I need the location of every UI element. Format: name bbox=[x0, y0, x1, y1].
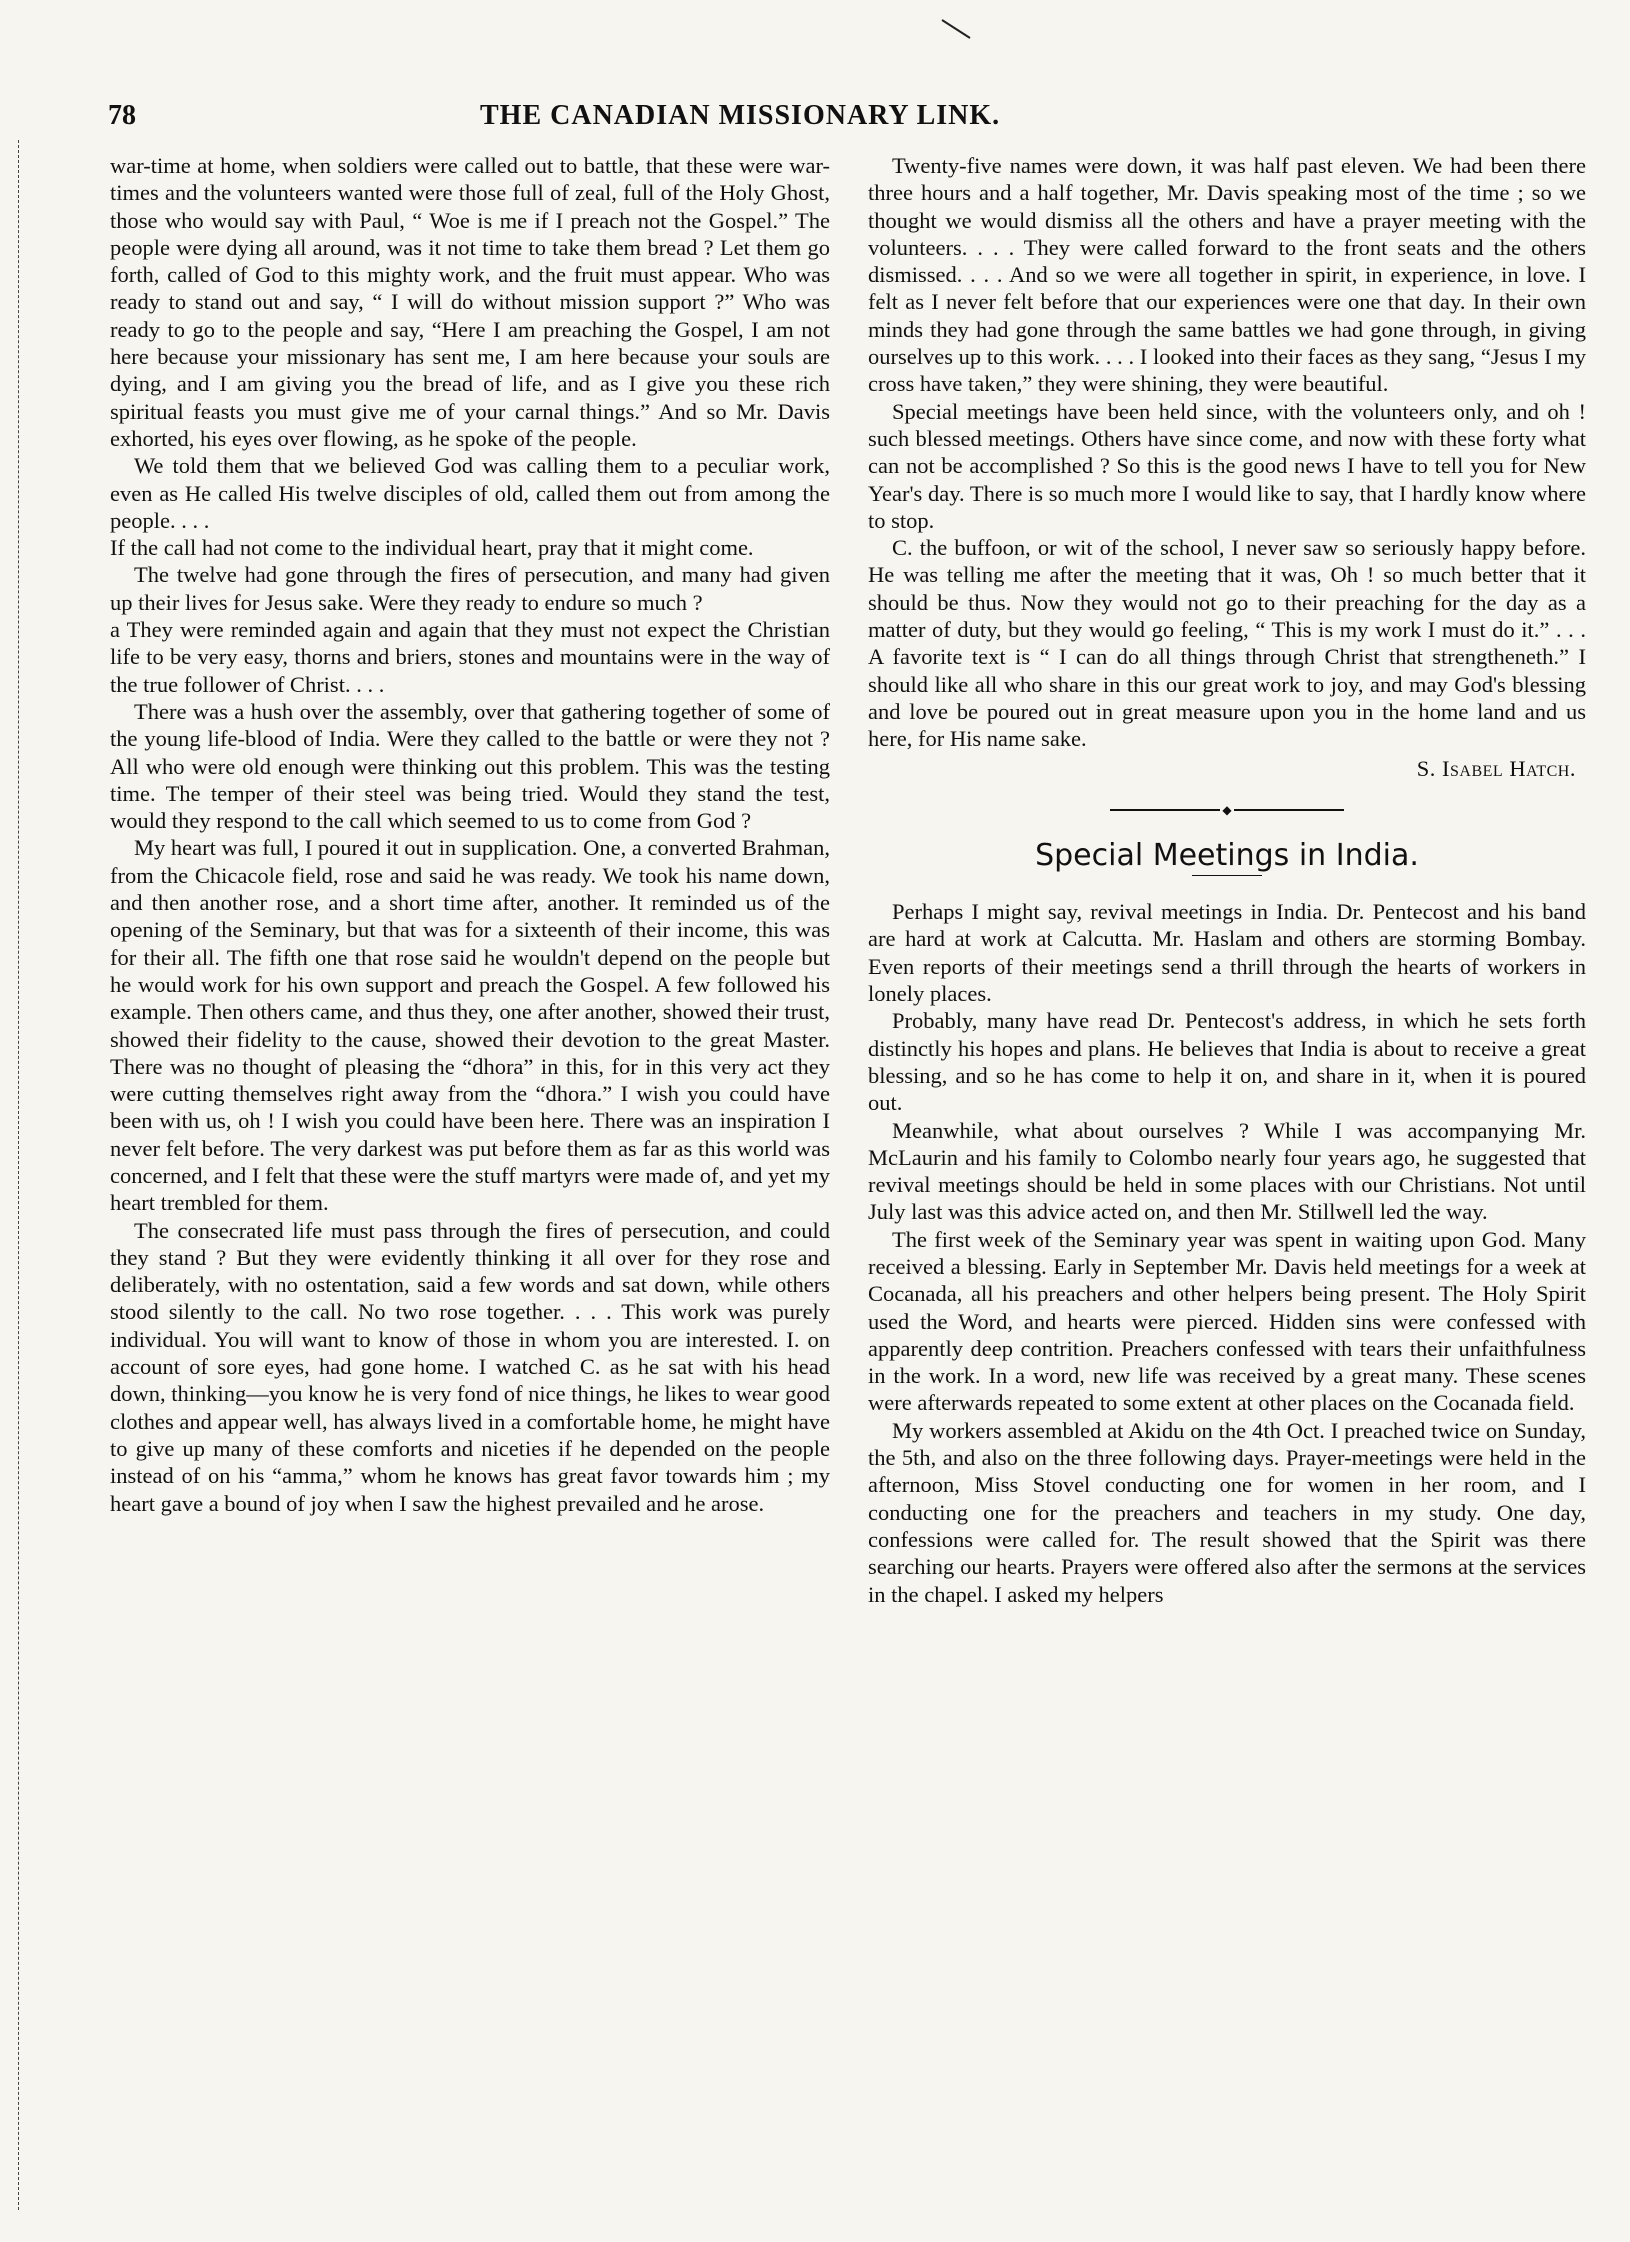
paragraph: My workers assembled at Akidu on the 4th Oct. I preached twice on Sunday, the 5th, and also on the three following days. Prayer-meetings were held in the afternoon, Miss Stovel conducting one for women in her room, and I conducting one for the preachers and teachers in my study. One day, confessions were called for. The result showed that the Spirit was there searching our hearts. Prayers were offered also after the sermons at the services in the chapel. I asked my helpers bbox=[868, 1417, 1586, 1607]
paragraph: The twelve had gone through the fires of persecution, and many had given up their lives for Jesus sake. Were they ready to endure so much ? bbox=[110, 562, 830, 615]
scan-margin-line bbox=[18, 140, 19, 2210]
author-signature: S. Isabel Hatch. bbox=[1416, 755, 1576, 781]
left-column bbox=[110, 152, 830, 1517]
paragraph: The consecrated life must pass through the fires of persecution, and could they stand ? But they were evidently thinking it all over for they rose and deliberately, with no ostentation, said a few words and sat down, while others stood silently to the call. No two rose together. . . . This work was purely individual. You will want to know of those in whom you are interested. I. on account of sore eyes, had gone home. I watched C. as he sat with his head down, thinking—you know he is very fond of nice things, he likes to wear good clothes and appear well, has always lived in a comfortable home, he might have to give up many of these comforts and niceties if he depended on the people instead of on his “amma,” whom he knows has great favor towards him ; my heart gave a bound of joy when I saw the highest prevailed and he arose. bbox=[110, 1217, 830, 1516]
paragraph: Meanwhile, what about ourselves ? While I was accompanying Mr. McLaurin and his family to Colombo nearly four years ago, he suggested that revival meetings should be held in some places with our Christians. Not until July last was this advice acted on, and then Mr. Stillwell led the way. bbox=[868, 1117, 1586, 1225]
paragraph: If the call had not come to the individual heart, pray that it might come. bbox=[110, 535, 754, 561]
paragraph: The first week of the Seminary year was spent in waiting upon God. Many received a blessing. Early in September Mr. Davis held meetings for a week at Cocanada, all his preachers and other helpers being present. The Holy Spirit used the Word, and hearts were pierced. Hidden sins were confessed with apparently deep contrition. Preachers confessed with tears their unfaithfulness in the work. In a word, new life was received by a great many. These scenes were afterwards repeated to some extent at other places on the Cocanada field. bbox=[868, 1226, 1586, 1416]
paragraph: There was a hush over the assembly, over that gathering together of some of the young life-blood of India. Were they called to the battle or were they not ? All who were old enough were thinking out this problem. This was the testing time. The temper of their steel was being tried. Would they stand the test, would they respond to the call which seemed to us to come from God ? bbox=[110, 698, 830, 834]
running-head: THE CANADIAN MISSIONARY LINK. bbox=[480, 100, 1001, 131]
right-column bbox=[868, 152, 1586, 1608]
paragraph: Special meetings have been held since, with the volunteers only, and oh ! such blessed meetings. Others have since come, and now with these forty what can not be accomplished ? So this is the good news I have to tell you for New Year's day. There is so much more I would like to say, that I hardly know where to stop. bbox=[868, 398, 1586, 533]
heading-rule bbox=[1192, 875, 1262, 876]
paragraph: war-time at home, when soldiers were called out to battle, that these were war-times and the volunteers wanted were those full of zeal, full of the Holy Ghost, those who would say with Paul, “ Woe is me if I preach not the Gospel.” The people were dying all around, was it not time to take them bread ? Let them go forth, called of God to this mighty work, and the fruit must appear. Who was ready to stand out and say, “ I will do without mission support ?” Who was ready to go to the people and say, “Here I am preaching the Gospel, I am not here because your missionary has sent me, I am here because your souls are dying, and I am giving you the bread of life, and as I give you these rich spiritual feasts you must give me of your carnal things.” And so Mr. Davis exhorted, his eyes over flowing, as he spoke of the people. bbox=[110, 153, 830, 451]
paragraph: Probably, many have read Dr. Pentecost's address, in which he sets forth distinctly his hopes and plans. He believes that India is about to receive a great blessing, and so he has come to help it on, and share in it, when it is poured out. bbox=[868, 1008, 1586, 1116]
divider-rule bbox=[1234, 809, 1344, 811]
section-divider bbox=[868, 804, 1586, 816]
page-number: 78 bbox=[108, 100, 136, 131]
paragraph: C. the buffoon, or wit of the school, I never saw so seriously happy before. He was telling me after the meeting that it was, Oh ! so much better that it should be thus. Now they would not go to their preaching for the day as a matter of duty, but they would go feeling, “ This is my work I must do it.” . . . A favorite text is “ I can do all things through Christ that strengtheneth.” I should like all who share in this our great work to joy, and may God's blessing and love be poured out in great measure upon you in the home land and us here, for His name sake. bbox=[868, 535, 1586, 752]
divider-ornament-icon: ◆ bbox=[1222, 802, 1232, 817]
divider-rule bbox=[1110, 809, 1220, 811]
paragraph: Perhaps I might say, revival meetings in India. Dr. Pentecost and his band are hard at work at Calcutta. Mr. Haslam and others are storming Bombay. Even reports of their meetings send a thrill through the hearts of workers in lonely places. bbox=[868, 899, 1586, 1007]
section-heading: Special Meetings in India. bbox=[1035, 837, 1419, 873]
paragraph: Twenty-five names were down, it was half past eleven. We had been there three hours and a half together, Mr. Davis speaking most of the time ; so we thought we would dismiss all the others and have a prayer meeting with the volunteers. . . . They were called forward to the front seats and the others dismissed. . . . And so we were all together in spirit, in experience, in love. I felt as I never felt before that our experiences were one that day. In their own minds they had gone through the same battles we had gone through, in giving ourselves up to this work. . . . I looked into their faces as they sang, “Jesus I my cross have taken,” they were shining, they were beautiful. bbox=[868, 153, 1586, 397]
paragraph: a They were reminded again and again that they must not expect the Christian life to be very easy, thorns and briers, stones and mountains were in the way of the true follower of Christ. . . . bbox=[110, 617, 830, 697]
pencil-mark-icon bbox=[940, 18, 974, 40]
paragraph: My heart was full, I poured it out in supplication. One, a converted Brahman, from the Chicacole field, rose and said he was ready. We took his name down, and then another rose, and a short time after, another. It reminded us of the opening of the Seminary, but that was for a sixteenth of their income, this was for their all. The fifth one that rose said he wouldn't depend on the people but he would work for his own support and preach the Gospel. A few followed his example. Then others came, and thus they, one after another, showed their trust, showed their fidelity to the cause, showed their devotion to the great Master. There was no thought of pleasing the “dhora” in this, for in this very act they were cutting themselves right away from the “dhora.” I wish you could have been with us, oh ! I wish you could have been here. There was an inspiration I never felt before. The very darkest was put before them as far as this world was concerned, and I felt that these were the stuff martyrs were made of, and yet my heart trembled for them. bbox=[110, 835, 830, 1216]
paragraph: We told them that we believed God was calling them to a peculiar work, even as He called His twelve disciples of old, called them out from among the people. . . . bbox=[110, 453, 830, 533]
